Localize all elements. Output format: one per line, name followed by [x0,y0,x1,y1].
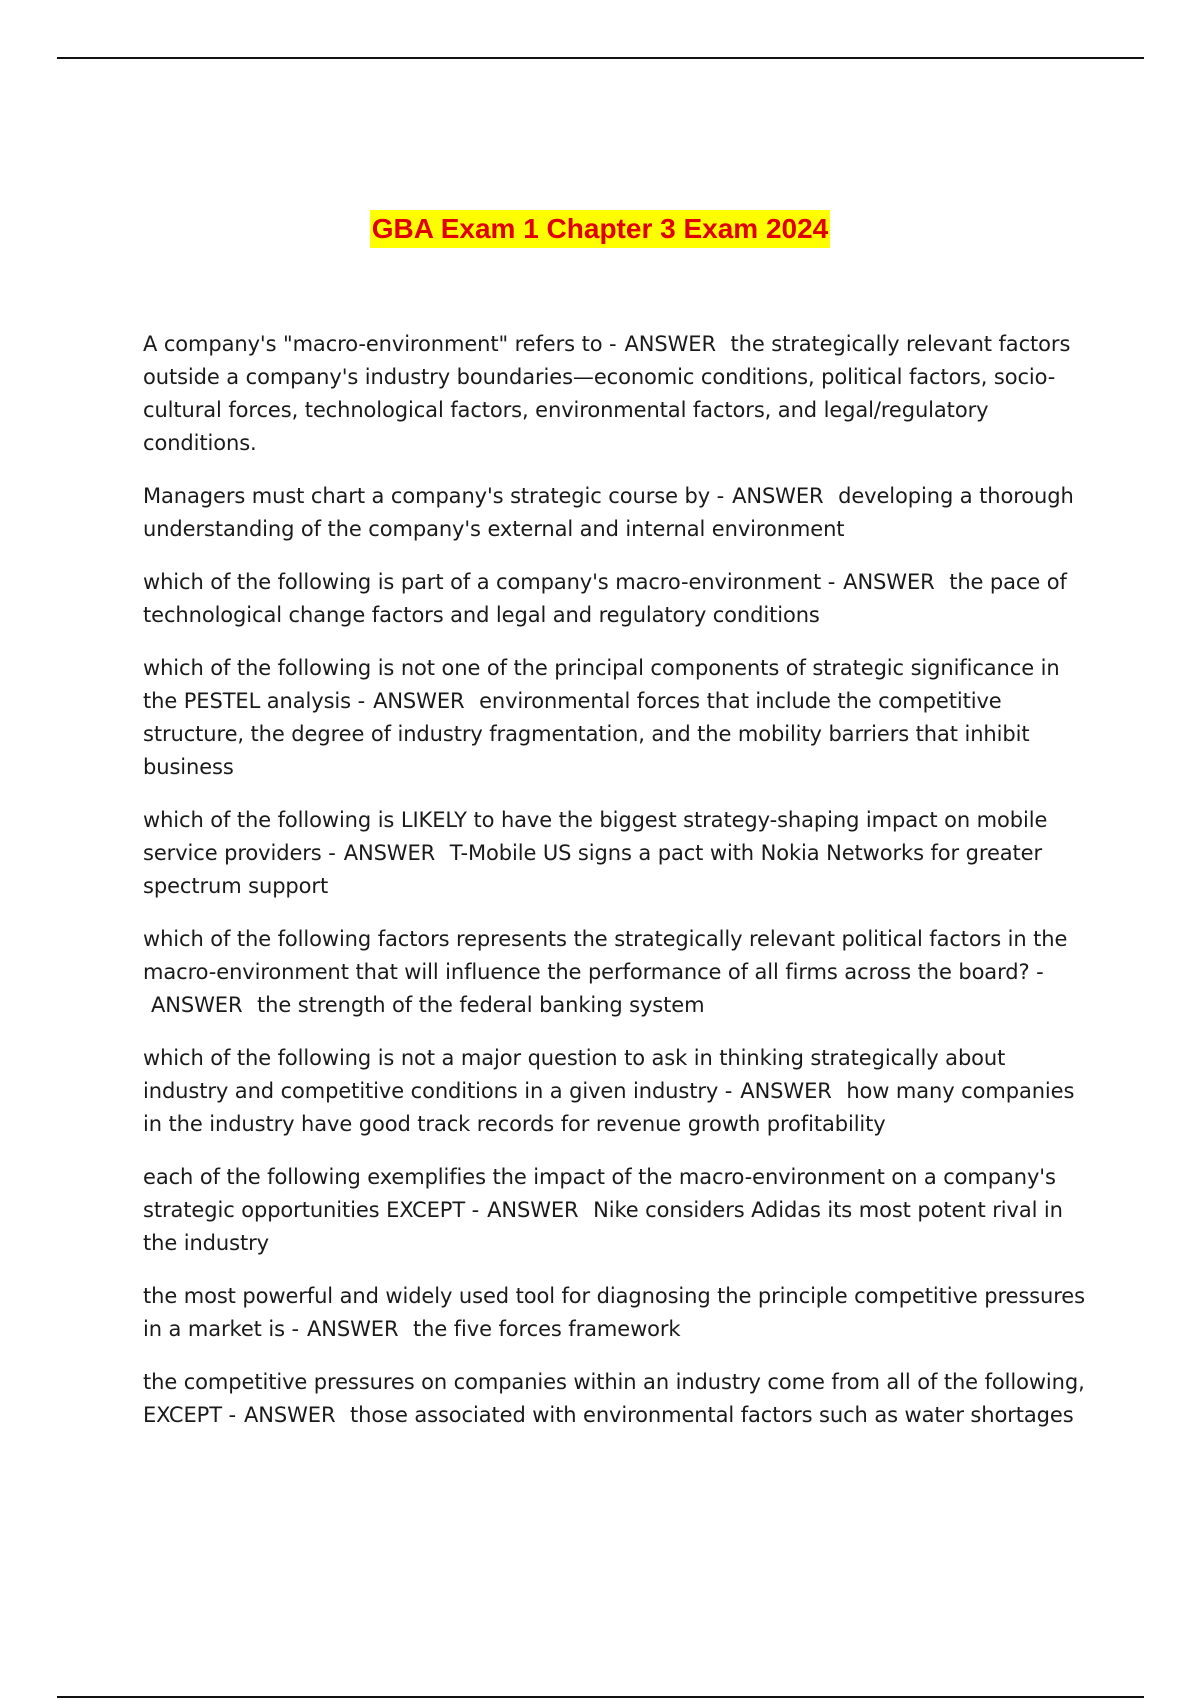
title-container [0,210,1200,248]
question-text: which of the following is not a major question to ask in thinking strategically about industry and competitive conditions in a given industry - [143,1046,1006,1103]
top-rule [57,57,1144,59]
qa-item [143,652,1093,784]
answer-label: ANSWER [373,689,465,713]
qa-item [143,1161,1093,1260]
answer-text: T-Mobile US signs a pact with Nokia Networks for greater spectrum support [143,841,1043,898]
answer-text: how many companies in the industry have good track records for revenue growth profitability [143,1079,1075,1136]
question-text: the competitive pressures on companies within an industry come from all of the following, EXCEPT - [143,1370,1085,1427]
answer-text: developing a thorough understanding of the company's external and internal environment [143,484,1074,541]
qa-item [143,1280,1093,1346]
qa-item [143,566,1093,632]
bottom-rule [57,1696,1144,1698]
answer-label: ANSWER [343,841,436,865]
document-title: GBA Exam 1 Chapter 3 Exam 2024 [370,210,831,248]
answer-label: ANSWER [487,1198,579,1222]
question-text: each of the following exemplifies the impact of the macro-environment on a company's strategic opportunities EXCEPT - [143,1165,1056,1222]
qa-item [143,1366,1093,1432]
qa-item [143,1042,1093,1141]
answer-label: ANSWER [307,1317,399,1341]
answer-label: ANSWER [244,1403,336,1427]
question-text: which of the following is not one of the principal components of strategic significance in the PESTEL analysis - [143,656,1060,713]
answer-text: those associated with environmental factors such as water shortages [350,1403,1074,1427]
answer-text: Nike considers Adidas its most potent rival in the industry [143,1198,1063,1255]
answer-text: the five forces framework [413,1317,681,1341]
qa-item [143,804,1093,903]
answer-label: ANSWER [732,484,824,508]
qa-item [143,923,1093,1022]
answer-text: environmental forces that include the competitive structure, the degree of industry fragmentation, and the mobility barriers that inhibit business [143,689,1030,779]
answer-label: ANSWER [843,570,935,594]
answer-label: ANSWER [740,1079,832,1103]
answer-text: the strategically relevant factors outside a company's industry boundaries—economic conditions, political factors, socio-cultural forces, technological factors, environmental factors, and legal/regulatory conditions. [143,332,1071,455]
question-text: A company's "macro-environment" refers to - [143,332,617,356]
question-text: Managers must chart a company's strategic course by - [143,484,725,508]
answer-label: ANSWER [151,993,243,1017]
question-text: which of the following is LIKELY to have the biggest strategy-shaping impact on mobile service providers - [143,808,1048,865]
qa-list [143,328,1093,1452]
answer-label: ANSWER [624,332,716,356]
answer-text: the strength of the federal banking system [257,993,705,1017]
question-text: which of the following factors represents the strategically relevant political factors in the macro-environment that will influence the performance of all firms across the board? - [143,927,1068,984]
question-text: which of the following is part of a company's macro-environment - [143,570,836,594]
qa-item [143,480,1093,546]
question-text: the most powerful and widely used tool for diagnosing the principle competitive pressures in a market is - [143,1284,1085,1341]
answer-text: the pace of technological change factors and legal and regulatory conditions [143,570,1067,627]
qa-item [143,328,1093,460]
